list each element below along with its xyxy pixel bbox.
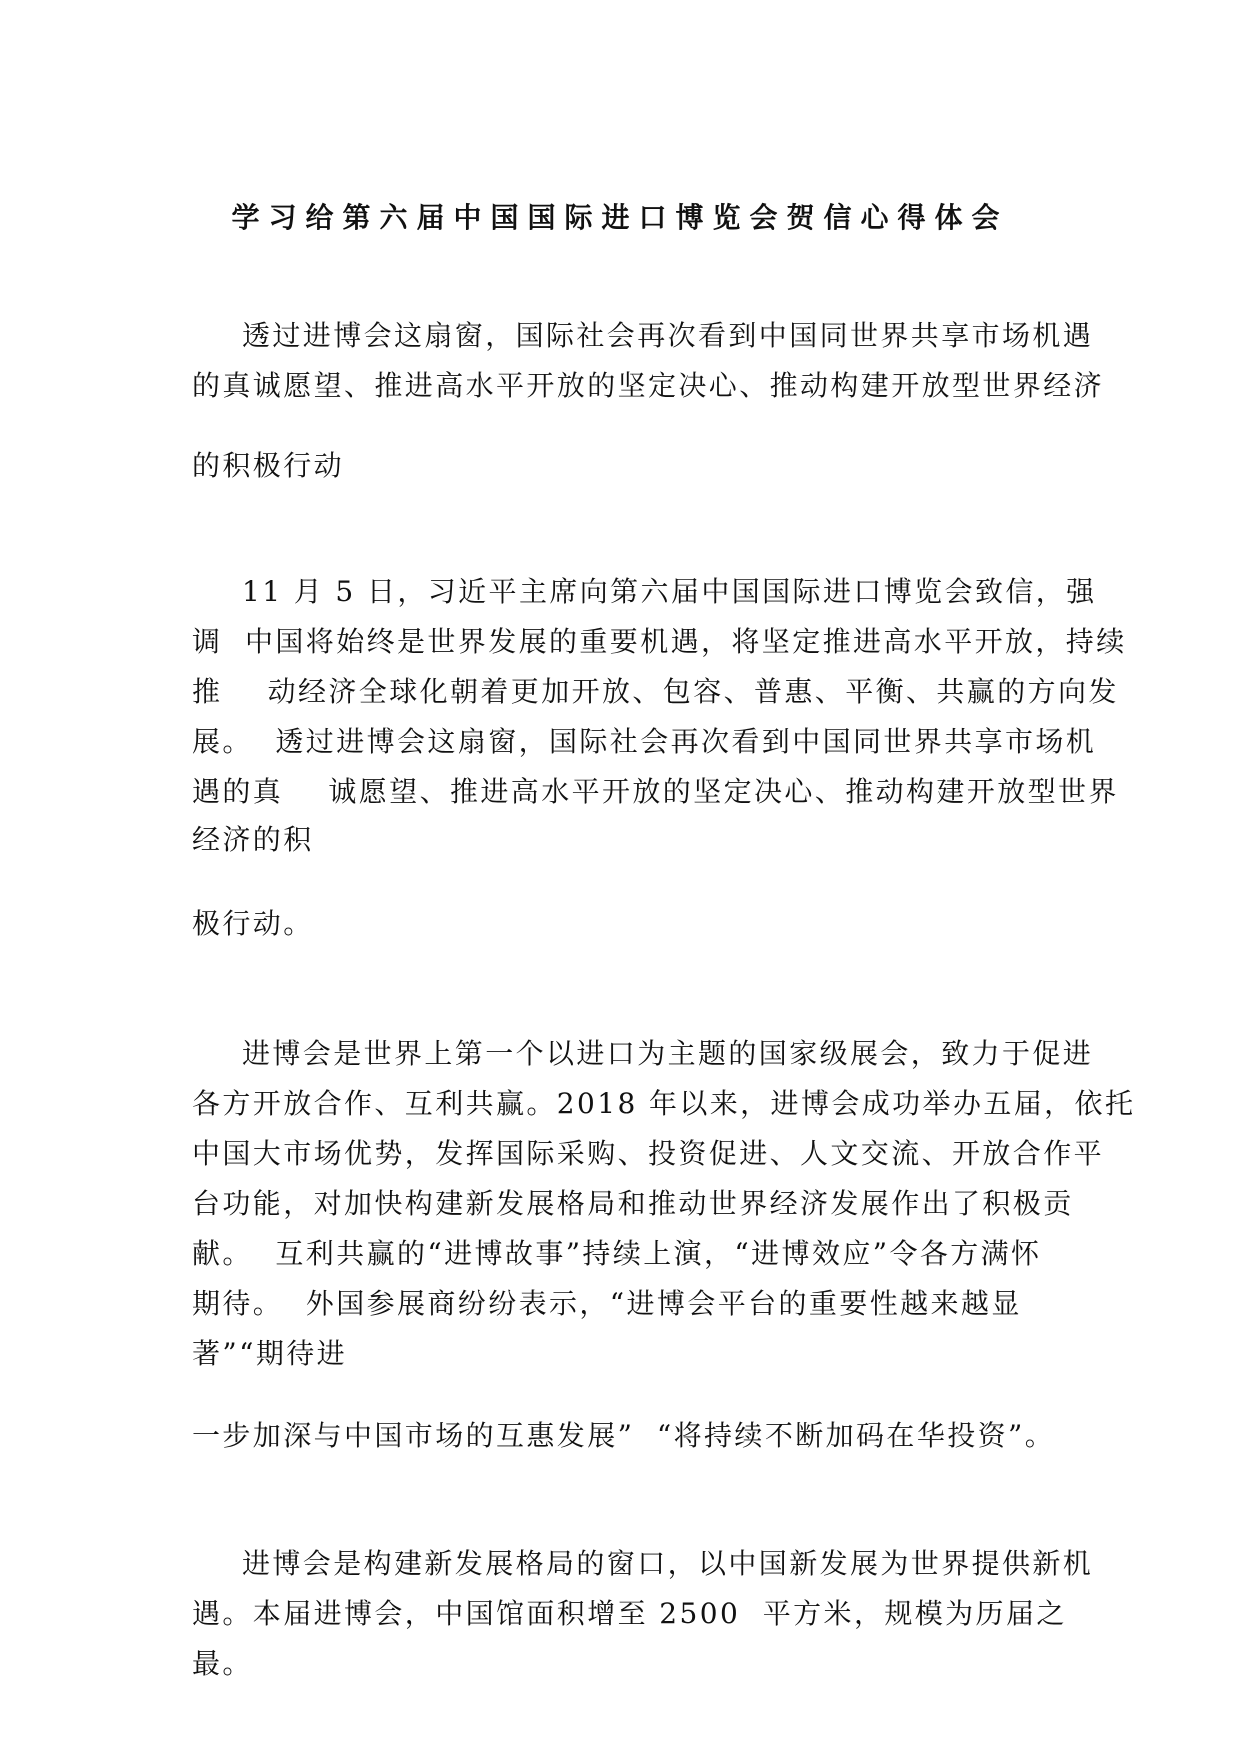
- paragraph-2-line-2: 调 中国将始终是世界发展的重要机遇，将坚定推进高水平开放，持续: [192, 625, 1127, 658]
- paragraph-3-line-5: 献。 互利共赢的“进博故事”持续上演，“进博效应”令各方满怀: [192, 1237, 1042, 1270]
- paragraph-3-line-2: 各方开放合作、互利共赢。2018 年以来，进博会成功举办五届，依托: [192, 1087, 1136, 1120]
- paragraph-2-line-3: 推 动经济全球化朝着更加开放、包容、普惠、平衡、共赢的方向发: [192, 675, 1119, 708]
- paragraph-4-line-1: 进博会是构建新发展格局的窗口，以中国新发展为世界提供新机: [242, 1547, 1094, 1580]
- paragraph-1-line-3: 的积极行动: [192, 449, 345, 482]
- paragraph-3-line-4: 台功能，对加快构建新发展格局和推动世界经济发展作出了积极贡: [192, 1187, 1074, 1220]
- paragraph-3-line-1: 进博会是世界上第一个以进口为主题的国家级展会，致力于促进: [242, 1037, 1094, 1070]
- paragraph-2-line-5: 遇的真 诚愿望、推进高水平开放的坚定决心、推动构建开放型世界: [192, 775, 1119, 808]
- paragraph-1-line-1: 透过进博会这扇窗，国际社会再次看到中国同世界共享市场机遇: [242, 319, 1094, 352]
- paragraph-2-line-7: 极行动。: [192, 907, 314, 940]
- paragraph-3-line-3: 中国大市场优势，发挥国际采购、投资促进、人文交流、开放合作平: [192, 1137, 1105, 1170]
- paragraph-2-line-6: 经济的积: [192, 823, 314, 856]
- document-title: 学习给第六届中国国际进口博览会贺信心得体会: [231, 201, 1009, 234]
- paragraph-3-line-7: 著”“期待进: [192, 1337, 348, 1370]
- paragraph-1-line-2: 的真诚愿望、推进高水平开放的坚定决心、推动构建开放型世界经济: [192, 369, 1105, 402]
- paragraph-4-line-3: 最。: [192, 1647, 253, 1680]
- paragraph-2-line-4: 展。 透过进博会这扇窗，国际社会再次看到中国同世界共享市场机: [192, 725, 1097, 758]
- paragraph-4-line-2: 遇。本届进博会，中国馆面积增至 2500 平方米，规模为历届之: [192, 1597, 1067, 1630]
- paragraph-3-line-6: 期待。 外国参展商纷纷表示，“进博会平台的重要性越来越显: [192, 1287, 1022, 1320]
- paragraph-2-line-1: 11 月 5 日，习近平主席向第六届中国国际进口博览会致信，强: [242, 575, 1097, 608]
- paragraph-3-line-8: 一步加深与中国市场的互惠发展” “将持续不断加码在华投资”。: [192, 1419, 1056, 1452]
